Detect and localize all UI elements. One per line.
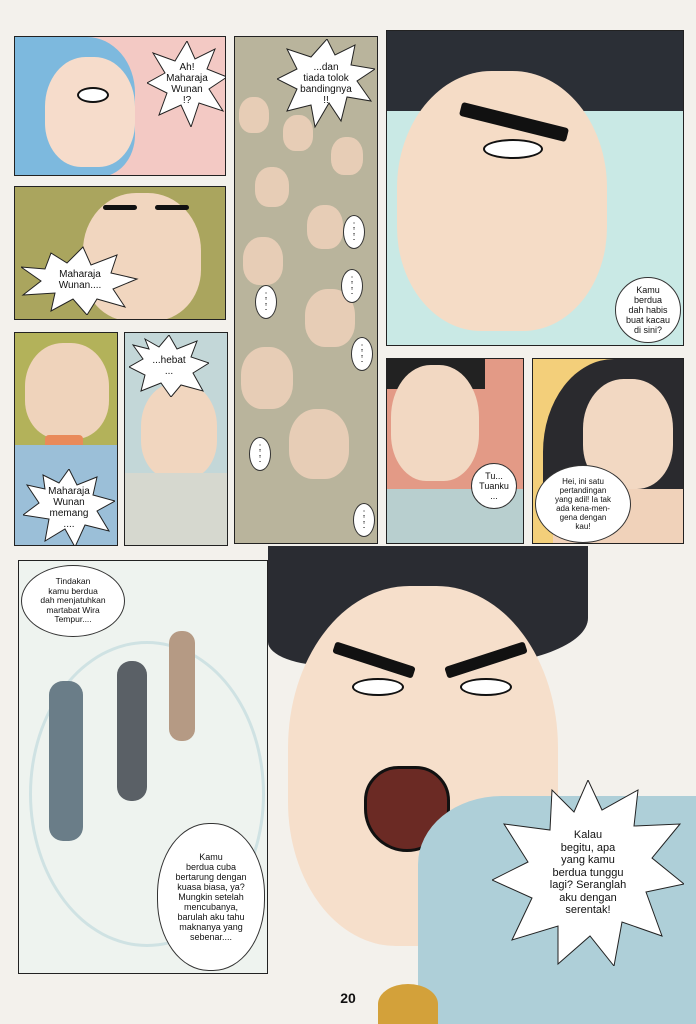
bubble-tuanku: Tu... Tuanku ...: [471, 463, 517, 509]
panel-hero-closeup: [386, 30, 684, 346]
panel-tuanku: [386, 358, 524, 544]
hero-face: [397, 71, 607, 331]
dots-bubble: : : :: [249, 437, 271, 471]
panel-crowd: [234, 36, 378, 544]
shout-bubble-ah-maharaja: Ah! Maharaja Wunan !?: [147, 41, 226, 127]
dots-bubble: : : :: [353, 503, 375, 537]
shout-bubble-memang: Maharaja Wunan memang ....: [23, 469, 115, 546]
shout-bubble-maharaja-wunan: Maharaja Wunan....: [21, 245, 139, 315]
man-brow-right: [155, 205, 189, 210]
panel-man-maharaja-wunan: [14, 186, 226, 320]
panel-long-hair-man: [532, 358, 684, 544]
fighter-right: [169, 631, 195, 741]
crowd-face-5: [307, 205, 343, 249]
dots-bubble: : : :: [343, 215, 365, 249]
bubble-pertandingan-adil: Hei, ini satu pertandingan yang adil! Ia tak ada kena-men- gena dengan kau!: [535, 465, 631, 543]
dots-bubble: : : :: [351, 337, 373, 371]
shout-bubble-serentak: Kalau begitu, apa yang kamu berdua tunggu lagi? Seranglah aku dengan serentak!: [492, 780, 684, 966]
bubble-tindakan: Tindakan kamu berdua dah menjatuhkan martabat Wira Tempur....: [21, 565, 125, 637]
crowd-face-9: [289, 409, 349, 479]
crowd-face-1: [239, 97, 269, 133]
tuanku-man-face: [391, 365, 479, 481]
fighter-left: [49, 681, 83, 841]
shout-bubble-hebat: ...hebat ...: [129, 335, 209, 397]
panel-bowtie-man: [14, 332, 118, 546]
panel-woman-surprised: [14, 36, 226, 176]
hero-eye: [483, 139, 543, 159]
man-brow-left: [103, 205, 137, 210]
panel-hebat: [124, 332, 228, 546]
crowd-face-3: [331, 137, 363, 175]
bubble-kuasa-biasa: Kamu berdua cuba bertarung dengan kuasa biasa, ya? Mungkin setelah mencubanya, barulah aku tahu maknanya yang sebenar....: [157, 823, 265, 971]
crowd-face-6: [243, 237, 283, 285]
shout-bubble-tiada-tolok: ...dan tiada tolok bandingnya !!: [277, 39, 375, 129]
panel-fighters: [18, 560, 268, 974]
crowd-face-8: [241, 347, 293, 409]
torso: [125, 473, 228, 546]
dots-bubble: : : :: [255, 285, 277, 319]
dots-bubble: : : :: [341, 269, 363, 303]
crowd-face-4: [255, 167, 289, 207]
bubble-kamu-berdua-kacau: Kamu berdua dah habis buat kacau di sini?: [615, 277, 681, 343]
fighter-middle: [117, 661, 147, 801]
woman-face: [45, 57, 135, 167]
page-number: 20: [340, 990, 356, 1006]
woman-eye: [77, 87, 109, 103]
hero-shout-eye-right: [460, 678, 512, 696]
panel-hero-shout: [268, 546, 696, 1024]
shouting-man-face: [141, 383, 217, 479]
bowtie-man-face: [25, 343, 109, 439]
hero-shout-eye-left: [352, 678, 404, 696]
